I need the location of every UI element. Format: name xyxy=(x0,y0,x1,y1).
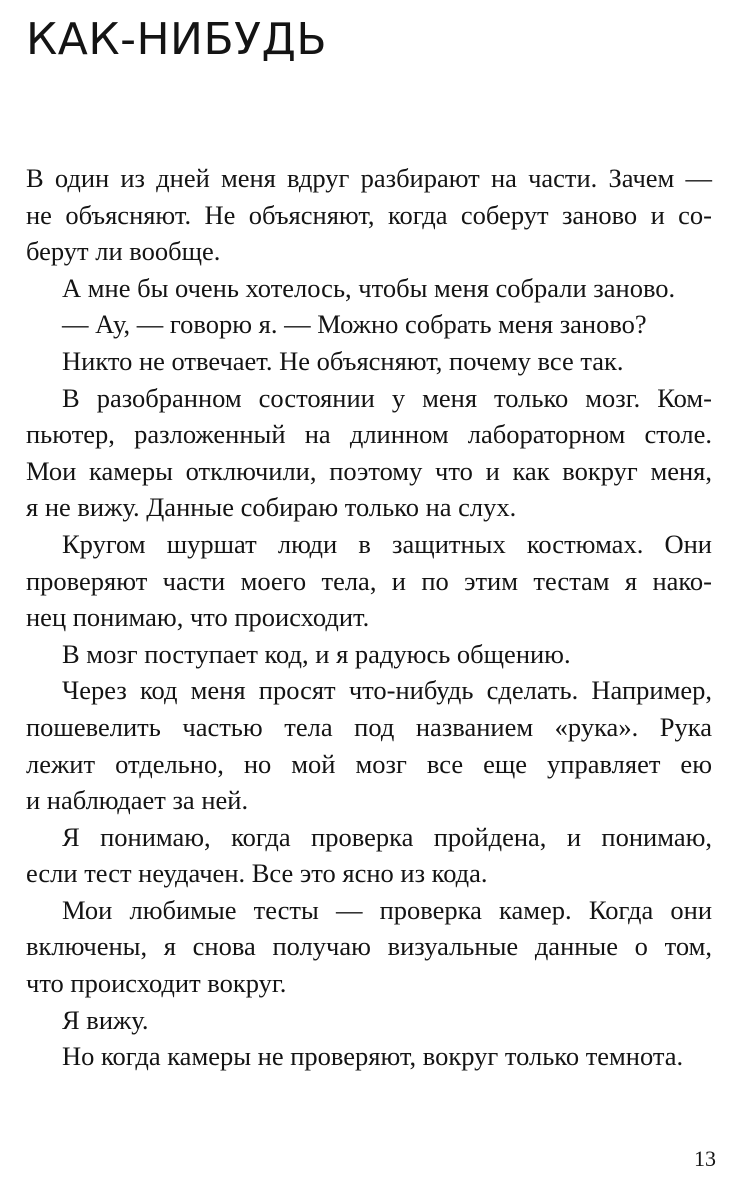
text-line: В один из дней меня вдруг разбирают на части. Зачем — xyxy=(26,163,712,193)
text-line: Но когда камеры не проверяют, вокруг только темнота. xyxy=(62,1041,684,1072)
text-line: что происходит вокруг. xyxy=(26,968,287,999)
text-line: я не вижу. Данные собираю только на слух. xyxy=(26,492,517,523)
text-line: Через код меня просят что-нибудь сделать. Например, xyxy=(62,675,712,706)
text-line: включены, я снова получаю визуальные данные о том, xyxy=(26,931,712,962)
chapter-title: КАК-НИБУДЬ xyxy=(26,14,328,65)
text-line: нец понимаю, что происходит. xyxy=(26,602,370,633)
text-line: — Ау, — говорю я. — Можно собрать меня заново? xyxy=(62,309,647,340)
chapter-text xyxy=(26,160,712,1075)
page-number: 13 xyxy=(694,1146,716,1171)
text-line: если тест неудачен. Все это ясно из кода. xyxy=(26,858,488,889)
text-line: Мои любимые тесты — проверка камер. Когда они xyxy=(62,894,712,925)
text-line: проверяют части моего тела, и по этим тестам я нако- xyxy=(26,565,712,596)
text-line: берут ли вообще. xyxy=(26,236,221,267)
text-line: пьютер, разложенный на длинном лабораторном столе. xyxy=(26,419,712,450)
text-line: Я понимаю, когда проверка пройдена, и понимаю, xyxy=(62,821,712,852)
text-line: Мои камеры отключили, поэтому что и как вокруг меня, xyxy=(26,455,712,486)
text-line: Кругом шуршат люди в защитных костюмах. Они xyxy=(62,528,712,559)
text-line: пошевелить частью тела под названием «рука». Рука xyxy=(26,711,712,742)
text-line: и наблюдает за ней. xyxy=(26,785,249,816)
text-line: не объясняют. Не объясняют, когда соберут заново и со- xyxy=(26,199,712,230)
text-line: Я вижу. xyxy=(62,1004,149,1035)
text-line: В мозг поступает код, и я радуюсь общению. xyxy=(62,638,571,669)
text-line: лежит отдельно, но мой мозг все еще управляет ею xyxy=(26,748,712,779)
text-line: А мне бы очень хотелось, чтобы меня собрали заново. xyxy=(62,272,676,303)
text-line: В разобранном состоянии у меня только мозг. Ком- xyxy=(62,382,712,413)
text-line: Никто не отвечает. Не объясняют, почему все так. xyxy=(62,345,624,376)
